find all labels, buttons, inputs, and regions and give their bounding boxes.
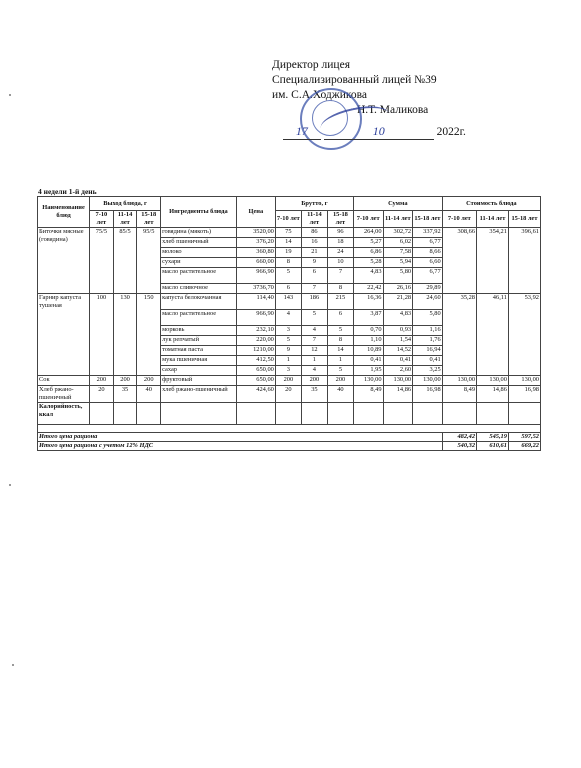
- ingredient-sum: 2,60: [383, 366, 413, 376]
- gross-weight: 4: [301, 366, 327, 376]
- ingredient-price: 424,60: [236, 386, 275, 403]
- dish-output: 40: [137, 386, 161, 403]
- ingredient-price: 3736,70: [236, 284, 275, 294]
- dish-cost: 354,21: [477, 228, 509, 294]
- dish-name: Сок: [38, 376, 90, 386]
- date-year: 2022г.: [436, 126, 466, 138]
- empty-cell: [301, 403, 327, 425]
- ingredient-sum: 130,00: [353, 376, 383, 386]
- dish-name: Хлеб ржано-пшеничный: [38, 386, 90, 403]
- ingredient-sum: 1,54: [383, 336, 413, 346]
- total-row: [38, 442, 541, 451]
- ingredient-name: масло сливочное: [161, 284, 237, 294]
- ingredient-sum: 337,92: [413, 228, 443, 238]
- header-ingredients: Ингредиенты блюда: [161, 197, 237, 228]
- ingredient-sum: 0,93: [383, 326, 413, 336]
- ingredient-sum: 6,86: [353, 248, 383, 258]
- gross-weight: 96: [327, 228, 353, 238]
- ingredient-sum: 5,80: [383, 268, 413, 284]
- ingredient-price: 114,40: [236, 294, 275, 310]
- empty-cell: [236, 403, 275, 425]
- ingredient-sum: 302,72: [383, 228, 413, 238]
- empty-cell: [137, 403, 161, 425]
- dish-cost: 35,28: [442, 294, 476, 376]
- gross-weight: 7: [327, 268, 353, 284]
- empty-cell: [508, 403, 540, 425]
- header-price: Цена: [236, 197, 275, 228]
- date-day: 17: [295, 124, 308, 138]
- dish-output: 20: [90, 386, 114, 403]
- header-age: 7-10 лет: [442, 211, 476, 228]
- dish-output: 100: [90, 294, 114, 376]
- gross-weight: 19: [275, 248, 301, 258]
- dish-cost: 46,11: [477, 294, 509, 376]
- ingredient-price: 376,20: [236, 238, 275, 248]
- empty-cell: [275, 403, 301, 425]
- ingredient-sum: 5,28: [353, 258, 383, 268]
- total-row: [38, 433, 541, 442]
- dish-output: 130: [113, 294, 137, 376]
- empty-cell: [383, 403, 413, 425]
- header-age: 7-10 лет: [90, 211, 114, 228]
- ingredient-sum: 6,60: [413, 258, 443, 268]
- gross-weight: 1: [327, 356, 353, 366]
- total-value: 597,52: [508, 433, 540, 442]
- empty-cell: [413, 403, 443, 425]
- ingredient-sum: 26,16: [383, 284, 413, 294]
- gross-weight: 20: [275, 386, 301, 403]
- gross-weight: 5: [327, 366, 353, 376]
- ingredient-name: сухари: [161, 258, 237, 268]
- ingredient-sum: 24,60: [413, 294, 443, 310]
- gross-weight: 5: [301, 310, 327, 326]
- total-label: Итого цена рациона: [38, 433, 443, 442]
- empty-cell: [442, 403, 476, 425]
- calories-row: [38, 403, 541, 425]
- gross-weight: 9: [301, 258, 327, 268]
- header-age: 7-10 лет: [275, 211, 301, 228]
- ingredient-name: сахар: [161, 366, 237, 376]
- gross-weight: 6: [301, 268, 327, 284]
- gross-weight: 3: [275, 366, 301, 376]
- empty-cell: [90, 403, 114, 425]
- gross-weight: 1: [301, 356, 327, 366]
- approval-date: [272, 124, 474, 140]
- total-label: Итого цена рациона с учетом 12% НДС: [38, 442, 443, 451]
- scan-mark: [9, 484, 11, 486]
- ingredient-name: капуста белокочанная: [161, 294, 237, 310]
- empty-cell: [353, 403, 383, 425]
- ingredient-sum: 16,94: [413, 346, 443, 356]
- ingredient-price: 650,00: [236, 376, 275, 386]
- dish-output: 200: [113, 376, 137, 386]
- total-value: 482,42: [442, 433, 476, 442]
- dish-output: 200: [137, 376, 161, 386]
- gross-weight: 14: [327, 346, 353, 356]
- week-label: 4 недели 1-й день: [38, 187, 97, 196]
- ingredient-sum: 8,49: [353, 386, 383, 403]
- total-value: 545,19: [477, 433, 509, 442]
- dish-output: 35: [113, 386, 137, 403]
- gross-weight: 6: [275, 284, 301, 294]
- ingredient-sum: 3,25: [413, 366, 443, 376]
- ingredient-price: 966,90: [236, 310, 275, 326]
- ingredient-price: 412,50: [236, 356, 275, 366]
- ingredient-sum: 5,80: [413, 310, 443, 326]
- table-row: [38, 294, 541, 310]
- dish-cost: 130,00: [508, 376, 540, 386]
- gross-weight: 186: [301, 294, 327, 310]
- ingredient-name: говядина (мякоть): [161, 228, 237, 238]
- dish-output: 85/5: [113, 228, 137, 294]
- ingredient-sum: 7,58: [383, 248, 413, 258]
- gross-weight: 86: [301, 228, 327, 238]
- ingredient-price: 650,00: [236, 366, 275, 376]
- gross-weight: 24: [327, 248, 353, 258]
- header-gross: Брутто, г: [275, 197, 353, 211]
- header-age: 7-10 лет: [353, 211, 383, 228]
- gross-weight: 10: [327, 258, 353, 268]
- gross-weight: 215: [327, 294, 353, 310]
- gross-weight: 12: [301, 346, 327, 356]
- ingredient-sum: 16,36: [353, 294, 383, 310]
- ingredient-sum: 0,41: [353, 356, 383, 366]
- gross-weight: 200: [275, 376, 301, 386]
- ingredient-sum: 4,83: [383, 310, 413, 326]
- dish-output: 200: [90, 376, 114, 386]
- gross-weight: 143: [275, 294, 301, 310]
- ingredient-name: фруктовый: [161, 376, 237, 386]
- date-month: 10: [372, 124, 385, 138]
- gross-weight: 4: [301, 326, 327, 336]
- approval-signer: Н.Т. Маликова: [357, 104, 429, 116]
- ingredient-name: томатная паста: [161, 346, 237, 356]
- ingredient-sum: 21,28: [383, 294, 413, 310]
- gross-weight: 7: [301, 284, 327, 294]
- ingredient-price: 232,10: [236, 326, 275, 336]
- approval-director: Директор лицея: [272, 59, 350, 71]
- ingredient-price: 360,80: [236, 248, 275, 258]
- ingredient-name: хлеб ржано-пшеничный: [161, 386, 237, 403]
- ingredient-price: 660,00: [236, 258, 275, 268]
- header-age: 11-14 лет: [477, 211, 509, 228]
- ingredient-sum: 6,77: [413, 238, 443, 248]
- dish-cost: 8,49: [442, 386, 476, 403]
- dish-name: Биточки мясные (говядина): [38, 228, 90, 294]
- ingredient-sum: 6,02: [383, 238, 413, 248]
- gross-weight: 14: [275, 238, 301, 248]
- gross-weight: 40: [327, 386, 353, 403]
- header-age: 11-14 лет: [301, 211, 327, 228]
- ingredient-name: хлеб пшеничный: [161, 238, 237, 248]
- scan-mark: [9, 94, 11, 96]
- empty-cell: [477, 403, 509, 425]
- gross-weight: 75: [275, 228, 301, 238]
- header-sum: Сумма: [353, 197, 442, 211]
- ingredient-price: 966,90: [236, 268, 275, 284]
- gross-weight: 5: [327, 326, 353, 336]
- gross-weight: 18: [327, 238, 353, 248]
- menu-body: [38, 228, 541, 451]
- dish-output: 150: [137, 294, 161, 376]
- calories-label: Калорийность, ккал: [38, 403, 90, 425]
- table-row: [38, 376, 541, 386]
- ingredient-sum: 5,27: [353, 238, 383, 248]
- ingredient-sum: 0,70: [353, 326, 383, 336]
- dish-cost: 130,00: [477, 376, 509, 386]
- gross-weight: 3: [275, 326, 301, 336]
- ingredient-sum: 4,83: [353, 268, 383, 284]
- ingredient-price: 220,00: [236, 336, 275, 346]
- empty-cell: [161, 403, 237, 425]
- header-dish-name: Наименование блюд: [38, 197, 90, 228]
- dish-cost: 53,92: [508, 294, 540, 376]
- ingredient-sum: 264,00: [353, 228, 383, 238]
- header-age: 15-18 лет: [137, 211, 161, 228]
- gross-weight: 9: [275, 346, 301, 356]
- gross-weight: 5: [275, 268, 301, 284]
- ingredient-name: морковь: [161, 326, 237, 336]
- ingredient-sum: 130,00: [383, 376, 413, 386]
- empty-cell: [113, 403, 137, 425]
- ingredient-sum: 8,66: [413, 248, 443, 258]
- ingredient-sum: 14,86: [383, 386, 413, 403]
- header-age: 15-18 лет: [508, 211, 540, 228]
- gross-weight: 6: [327, 310, 353, 326]
- ingredient-sum: 5,94: [383, 258, 413, 268]
- gross-weight: 200: [327, 376, 353, 386]
- header-age: 11-14 лет: [383, 211, 413, 228]
- gross-weight: 7: [301, 336, 327, 346]
- dish-output: 75/5: [90, 228, 114, 294]
- menu-table: [37, 196, 541, 451]
- gross-weight: 8: [275, 258, 301, 268]
- gross-weight: 35: [301, 386, 327, 403]
- ingredient-sum: 16,98: [413, 386, 443, 403]
- gross-weight: 21: [301, 248, 327, 258]
- ingredient-price: 1210,00: [236, 346, 275, 356]
- ingredient-sum: 1,95: [353, 366, 383, 376]
- scan-mark: [12, 664, 14, 666]
- header-age: 11-14 лет: [113, 211, 137, 228]
- ingredient-sum: 1,76: [413, 336, 443, 346]
- ingredient-sum: 1,16: [413, 326, 443, 336]
- ingredient-sum: 14,52: [383, 346, 413, 356]
- dish-cost: 130,00: [442, 376, 476, 386]
- ingredient-name: молоко: [161, 248, 237, 258]
- table-row: [38, 228, 541, 238]
- header-cost: Стоимость блюда: [442, 197, 540, 211]
- gross-weight: 16: [301, 238, 327, 248]
- ingredient-name: масло растительное: [161, 268, 237, 284]
- gross-weight: 200: [301, 376, 327, 386]
- gross-weight: 8: [327, 336, 353, 346]
- ingredient-sum: 22,42: [353, 284, 383, 294]
- dish-cost: 14,86: [477, 386, 509, 403]
- ingredient-sum: 29,89: [413, 284, 443, 294]
- ingredient-sum: 10,89: [353, 346, 383, 356]
- ingredient-sum: 0,41: [383, 356, 413, 366]
- header-output: Выход блюда, г: [90, 197, 161, 211]
- total-value: 610,61: [477, 442, 509, 451]
- total-value: 540,32: [442, 442, 476, 451]
- approval-school-name: им. С.А.Ходжикова: [272, 89, 367, 101]
- empty-cell: [327, 403, 353, 425]
- ingredient-name: мука пшеничная: [161, 356, 237, 366]
- table-row: [38, 386, 541, 403]
- dish-name: Гарнир капуста тушеная: [38, 294, 90, 376]
- gross-weight: 5: [275, 336, 301, 346]
- gross-weight: 1: [275, 356, 301, 366]
- dish-output: 95/5: [137, 228, 161, 294]
- total-value: 669,22: [508, 442, 540, 451]
- header-age: 15-18 лет: [413, 211, 443, 228]
- approval-school: Специализированный лицей №39: [272, 74, 437, 86]
- ingredient-name: масло растительное: [161, 310, 237, 326]
- dish-cost: 396,61: [508, 228, 540, 294]
- dish-cost: 16,98: [508, 386, 540, 403]
- ingredient-sum: 1,10: [353, 336, 383, 346]
- ingredient-sum: 6,77: [413, 268, 443, 284]
- empty-cell: [38, 425, 541, 433]
- dish-cost: 308,66: [442, 228, 476, 294]
- header-age: 15-18 лет: [327, 211, 353, 228]
- ingredient-name: лук репчатый: [161, 336, 237, 346]
- ingredient-price: 3520,00: [236, 228, 275, 238]
- gross-weight: 4: [275, 310, 301, 326]
- ingredient-sum: 3,87: [353, 310, 383, 326]
- gross-weight: 8: [327, 284, 353, 294]
- ingredient-sum: 0,41: [413, 356, 443, 366]
- ingredient-sum: 130,00: [413, 376, 443, 386]
- blank-row: [38, 425, 541, 433]
